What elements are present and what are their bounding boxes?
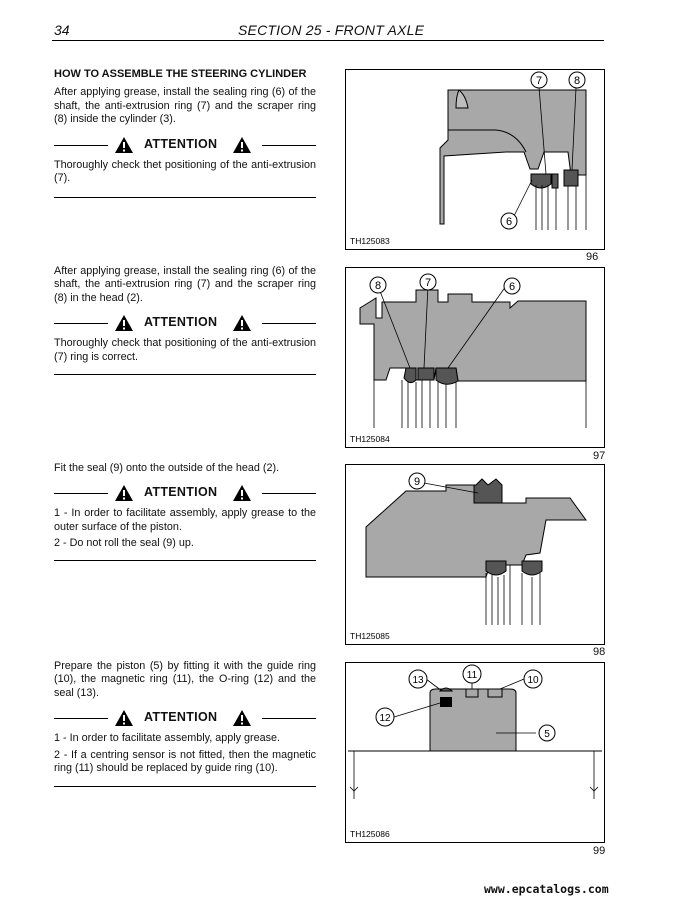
callout-label: 8: [573, 75, 581, 87]
callout-label: 11: [466, 670, 478, 681]
attention-label: ATTENTION: [144, 710, 218, 725]
figure-97: [345, 267, 605, 448]
figure-96: [345, 69, 605, 250]
figure-code: TH125086: [350, 829, 390, 839]
piston-drawing: [346, 663, 604, 842]
callout-label: 7: [424, 277, 432, 289]
callout-label: 13: [412, 675, 424, 686]
attention-label: ATTENTION: [144, 485, 218, 500]
warning-icon: [114, 314, 134, 332]
warning-icon: [114, 709, 134, 727]
callout-label: 7: [535, 75, 543, 87]
warning-icon: [232, 709, 252, 727]
attention-note: Thoroughly check that positioning of the anti-extrusion (7) ring is correct.: [54, 337, 316, 363]
callout-label: 6: [505, 216, 513, 228]
attention-note-1: 1 - In order to facilitate assembly, apply grease.: [54, 732, 281, 745]
attention-banner: [54, 313, 316, 333]
attention-note-2: 2 - Do not roll the seal (9) up.: [54, 537, 194, 550]
instruction-text: Fit the seal (9) onto the outside of the head (2).: [54, 462, 280, 474]
procedure-heading: HOW TO ASSEMBLE THE STEERING CYLINDER: [54, 68, 307, 80]
block-rule: [54, 197, 316, 198]
figure-code: TH125083: [350, 236, 390, 246]
attention-note-1: 1 - In order to facilitate assembly, apply grease to the outer surface of the piston.: [54, 507, 316, 533]
attention-banner: [54, 483, 316, 503]
head-section-drawing: [346, 268, 604, 447]
figure-number: 99: [593, 845, 606, 857]
warning-icon: [232, 484, 252, 502]
attention-note: Thoroughly check thet positioning of the anti-extrusion (7).: [54, 158, 316, 185]
page-number: 34: [54, 22, 70, 38]
block-rule: [54, 560, 316, 561]
instruction-text: After applying grease, install the sealing ring (6) of the shaft, the anti-extrusion ring (7) and the scraper ring (8) inside the cylinder (3).: [54, 86, 316, 126]
instruction-block-3: [54, 462, 316, 551]
warning-icon: [232, 136, 252, 154]
figure-code: TH125084: [350, 434, 390, 444]
instruction-block-4: [54, 660, 316, 775]
section-title: SECTION 25 - FRONT AXLE: [238, 22, 425, 38]
attention-banner: [54, 135, 316, 155]
warning-icon: [114, 484, 134, 502]
block-rule: [54, 374, 316, 375]
watermark-link[interactable]: www.epcatalogs.com: [484, 882, 609, 896]
block-rule: [54, 786, 316, 787]
instruction-block-1: [54, 68, 316, 185]
figure-99: [345, 662, 605, 843]
callout-label: 10: [527, 675, 539, 686]
cylinder-section-drawing: [346, 70, 604, 249]
callout-label: 6: [508, 281, 516, 293]
figure-98: [345, 464, 605, 645]
attention-label: ATTENTION: [144, 315, 218, 330]
instruction-text: After applying grease, install the sealing ring (6) of the shaft, the anti-extrusion ring (7) and the scraper ring (8) in the head (2).: [54, 265, 316, 304]
head-seal-drawing: [346, 465, 604, 644]
attention-note-2: 2 - If a centring sensor is not fitted, then the magnetic ring (11) should be replaced by guide ring (10).: [54, 748, 316, 775]
warning-icon: [114, 136, 134, 154]
figure-number: 98: [593, 646, 606, 658]
header-rule: [52, 40, 604, 41]
figure-number: 97: [593, 450, 606, 462]
instruction-block-2: [54, 265, 316, 364]
callout-label: 8: [374, 280, 382, 292]
callout-label: 12: [379, 713, 391, 724]
attention-banner: [54, 708, 316, 728]
callout-label: 9: [413, 476, 421, 488]
figure-code: TH125085: [350, 631, 390, 641]
instruction-text: Prepare the piston (5) by fitting it with the guide ring (10), the magnetic ring (11), the O-ring (12) and the seal (13).: [54, 660, 316, 699]
warning-icon: [232, 314, 252, 332]
callout-label: 5: [544, 729, 550, 740]
attention-label: ATTENTION: [144, 136, 218, 151]
figure-number: 96: [586, 251, 599, 263]
